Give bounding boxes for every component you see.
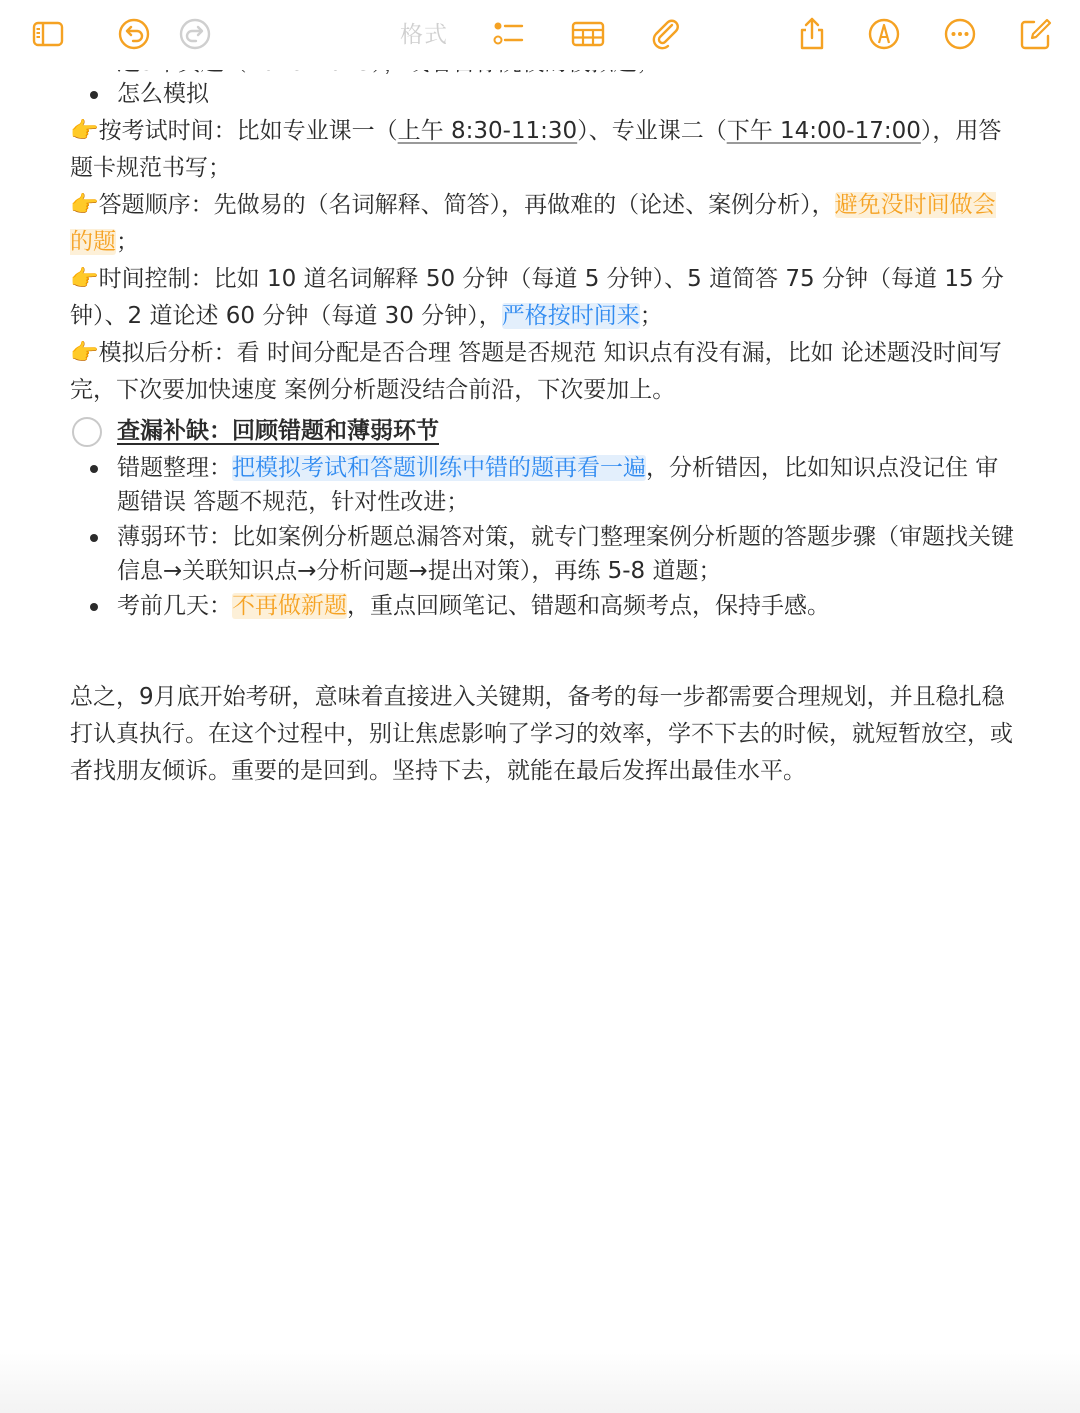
bullet-item-how-to-simulate: [70, 76, 1015, 113]
undo-icon[interactable]: [112, 12, 156, 56]
exam-time-mid: ）、专业课二（: [577, 118, 727, 144]
sub-item-prefix: 考前几天：: [117, 593, 232, 619]
paragraph-time-control: [70, 261, 1015, 335]
paragraph-exam-time: [70, 113, 1015, 187]
exam-time-morning: 上午 8:30-11:30: [397, 118, 578, 144]
sidebar-icon[interactable]: [26, 12, 70, 56]
sub-item-prefix: 薄弱环节：比如案例分析题总漏答对策，就专门整理案例分析题的答题步骤（审题找关键信息→关联知识点→分析问题→提出对策），再练 5-8 道题；: [117, 524, 1014, 584]
time-control-end: ；: [639, 303, 663, 329]
analysis-text: 模拟后分析：看 时间分配是否合理 答题是否规范 知识点有没有漏，比如 论述题没时间写完，下次要加快速度 案例分析题没结合前沿，下次要加上。: [70, 340, 1002, 403]
list-item: [70, 589, 1015, 623]
highlight-orange: 避免没时间做会的题: [70, 192, 996, 255]
checklist-item: [70, 411, 1015, 451]
paragraph-analysis: [70, 335, 1015, 409]
exam-time-suffix: ），用答题卡规范书写；: [70, 118, 1002, 181]
list-item: [70, 520, 1015, 588]
checkbox-circle[interactable]: [72, 417, 102, 447]
exam-time-afternoon: 下午 14:00-17:00: [726, 118, 921, 144]
table-icon[interactable]: [566, 12, 610, 56]
pointing-hand-icon: 👉: [70, 266, 99, 292]
markup-icon[interactable]: [862, 12, 906, 56]
bullet-text: 怎么模拟: [117, 81, 209, 107]
format-label[interactable]: 格式: [400, 22, 448, 48]
answer-order-end: ；: [116, 229, 139, 255]
paragraph-answer-order: [70, 187, 1015, 261]
pointing-hand-icon: 👉: [70, 192, 99, 218]
pointing-hand-icon: 👉: [70, 118, 99, 144]
sub-item-prefix: 错题整理：: [117, 455, 232, 481]
compose-icon[interactable]: [1014, 12, 1058, 56]
highlight-orange: 不再做新题: [232, 593, 347, 619]
checklist-sub-list: [70, 451, 1015, 623]
pointing-hand-icon: 👉: [70, 340, 99, 366]
redo-icon[interactable]: [173, 12, 217, 56]
note-content: [70, 76, 1015, 790]
answer-order-text: 答题顺序：先做易的（名词解释、简答），再做难的（论述、案例分析），: [98, 192, 835, 218]
bottom-shadow: [0, 1353, 1080, 1413]
highlight-blue: 严格按时间来: [501, 303, 640, 329]
list-item: [70, 451, 1015, 519]
sub-item-suffix: ，重点回顾笔记、错题和高频考点，保持手感。: [347, 593, 830, 619]
highlight-blue: 把模拟考试和答题训练中错的题再看一遍: [232, 455, 646, 481]
more-icon[interactable]: [938, 12, 982, 56]
checklist-title: 查漏补缺：回顾错题和薄弱环节: [117, 418, 439, 444]
checklist-icon[interactable]: [486, 12, 530, 56]
attachment-icon[interactable]: [644, 12, 688, 56]
summary-paragraph: 总之，9月底开始考研，意味着直接进入关键期，备考的每一步都需要合理规划，并且稳扎稳打认真执行。在这个过程中，别让焦虑影响了学习的效率，学不下去的时候，就短暂放空，或者找朋友倾诉。重要的是回到。坚持下去，就能在最后发挥出最佳水平。: [70, 684, 1013, 784]
exam-time-prefix: 按考试时间：比如专业课一（: [98, 118, 398, 144]
share-icon[interactable]: [790, 12, 834, 56]
toolbar: [0, 0, 1080, 70]
time-control-text: 时间控制：比如 10 道名词解释 50 分钟（每道 5 分钟）、5 道简答 75 分钟（每道 15 分钟）、2 道论述 60 分钟（每道 30 分钟），: [70, 266, 1004, 329]
sub-item-suffix: ，分析错因，比如知识点没记住 审题错误 答题不规范，针对性改进；: [117, 455, 999, 515]
